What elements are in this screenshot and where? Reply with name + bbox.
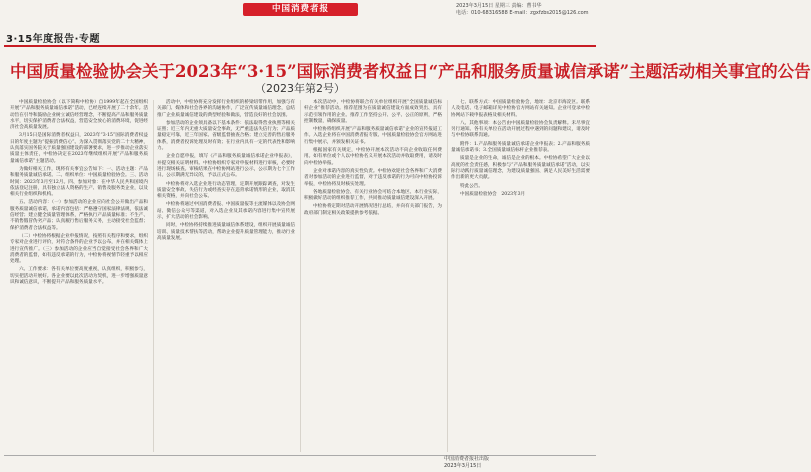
paragraph: 活动中，中检协将充分发挥行业组织的桥梁纽带作用，加强与有关部门、媒体和社会各界的沟通协作，广泛宣传质量诚信理念，总结推广企业质量诚信建设的典型经验和做法，营造良好的社会氛围。 bbox=[157, 100, 295, 118]
footer-date: 2023年3月15日 bbox=[444, 463, 482, 469]
paragraph: 企业对承诺内容的真实性负责。中检协欢迎社会各界和广大消费者对参加活动的企业进行监督，对于违反承诺的行为可向中检协投诉举报，中检协将及时核实处理。 bbox=[304, 168, 442, 187]
article-column bbox=[304, 100, 442, 452]
paragraph: 3月15日是国际消费者权益日，2023年“3·15”国际消费者权益日的年度主题为“提振消费信心”。为深入贯彻落实党的二十大精神，认真落实国务院关于质量强国建设的部署要求，进一步推动企业落实质量主体责任，中检协决定在2023年继续组织开展“产品和服务质量诚信承诺”主题活动。 bbox=[10, 133, 148, 164]
article-column bbox=[157, 100, 295, 452]
paragraph: 中国质量检验协会（以下简称中检协）自1999年起在全国组织开展“产品和服务质量诚信承诺”活动，已经连续开展了二十余年。活动旨在引导和鼓励企业树立诚信经营理念，不断提高产品和服务质量水平，切实保护消费者合法权益，营造安全放心的消费环境，促进经济社会高质量发展。 bbox=[10, 100, 148, 131]
article-subtitle: （2023年第2号） bbox=[255, 82, 345, 95]
paragraph: 参加活动的企业须具备以下基本条件：依法取得营业执照等相关证照；近三年内无重大质量安全事故，无严重违法失信行为；产品质量稳定可靠，近三年国家、省级监督抽查合格；建立完善的售后服务体系，消费者投诉处理及时有效；在行业内具有一定的代表性和影响力。 bbox=[157, 120, 295, 152]
paragraph: 中检协将通过中国消费者报、中国质量报等主流媒体以及协会网站、微信公众号等渠道，对入选企业及其承诺内容进行集中宣传展示，扩大活动的社会影响。 bbox=[157, 202, 295, 221]
section-label: 3·15年度报告·专题 bbox=[6, 34, 100, 45]
page-header bbox=[0, 0, 600, 45]
article-column bbox=[451, 100, 590, 452]
paragraph: 本次活动中，中检协将联合有关单位组织开展“全国质量诚信标杆企业”推荐活动。推荐范围为在质量诚信建设方面成效突出、具有示范引领作用的企业。推荐工作坚持公开、公平、公正的原则，严格控制数量，确保质量。 bbox=[304, 100, 442, 124]
header-rule bbox=[4, 45, 596, 47]
paragraph: 附件：1.产品和服务质量诚信承诺企业申报表；2.产品和服务质量诚信承诺书；3.全国质量诚信标杆企业推荐表。 bbox=[451, 141, 590, 154]
issue-date-line: 2023年3月15日 星期三 责编：曹书华 bbox=[456, 3, 542, 9]
footer-publisher: 中国消费者报社出版 bbox=[444, 456, 490, 462]
contact-line: 电话：010-68316588 E-mail：zgxfzbs2015@126.com bbox=[456, 10, 589, 16]
article-body bbox=[10, 100, 590, 452]
paragraph: 同时，中检协将持续推进质量诚信体系建设，组织开展质量诚信培训、质量技术帮扶等活动，帮助企业提升质量管理能力，推动行业高质量发展。 bbox=[157, 223, 295, 241]
article-column bbox=[10, 100, 148, 452]
paragraph: 根据国家有关规定，中检协开展本次活动不向企业收取任何费用。如有单位或个人以中检协名义开展本次活动并收取费用，请及时向中检协举报。 bbox=[304, 148, 442, 166]
paragraph: 特此公告。 bbox=[460, 183, 483, 189]
paragraph: 五、活动内容：（一）参加活动的企业应向社会公开做出产品和服务质量诚信承诺，承诺内容包括：严格遵守国家法律法规，依法诚信经营；建立健全质量管理体系，严格执行产品质量标准；不生产、不销售假冒伪劣产品；认真履行售后服务义务，主动接受社会监督；保护消费者合法权益等。 bbox=[10, 200, 148, 231]
issue-meta bbox=[456, 3, 596, 17]
paragraph: 各地质量检验协会、有关行业协会可结合本地区、本行业实际，积极做好活动的组织推荐工作，共同推动质量诚信建设深入开展。 bbox=[304, 189, 442, 202]
newspaper-masthead: 中国消费者报 bbox=[243, 3, 358, 16]
column-divider bbox=[300, 100, 301, 452]
article-title: 中国质量检验协会关于2023年“3·15”国际消费者权益日“产品和服务质量诚信承诺”主题活动相关事宜的公告 bbox=[10, 62, 811, 81]
column-divider bbox=[153, 100, 154, 452]
paragraph: 中检协将对入选企业进行动态管理，定期开展跟踪调查，对发生质量安全事故、失信行为或经查实存在违背承诺情形的企业，取消其相关资格，并向社会公布。 bbox=[157, 181, 295, 200]
paragraph: 中国质量检验协会 2023年3月 bbox=[460, 191, 526, 197]
paragraph: 中检协将组织开展“产品和服务质量诚信承诺”企业的宣传报道工作。入选企业将在中国消费者报专版、中国质量检验协会官方网站进行集中展示，并颁发相关证书。 bbox=[304, 127, 442, 145]
paragraph: 六、工作要求：各有关单位要高度重视，认真组织，积极参与，切实把活动开展好。各企业要以此次活动为契机，进一步增强质量意识和诚信意识，不断提升产品和服务质量水平。 bbox=[10, 267, 148, 286]
paragraph: （二）中检协将根据企业申报情况，按照有关程序和要求，组织专家对企业进行评价，对符合条件的企业予以公布，并在相关媒体上进行宣传推广。（三）参加活动的企业应当自觉接受社会各界和广大消费者的监督，如有违反承诺的行为，中检协将视情节轻重予以相应处理。 bbox=[10, 233, 148, 265]
paragraph: 七、联系方式：中国质量检验协会，地址：北京市海淀区。联系人及电话、电子邮箱详见中检协官方网站有关通知。企业可登录中检协网站下载申报表格及相关材料。 bbox=[451, 100, 590, 118]
paragraph: 为做好相关工作，现将有关事宜公告如下：一、活动主题：产品和服务质量诚信承诺。二、组织单位：中国质量检验协会。三、活动时间：2023年3月至12月。四、参加对象：在中华人民共和国境内依法登记注册，具有独立法人资格的生产、销售及服务类企业，以及相关行业组织和机构。 bbox=[10, 166, 148, 198]
column-divider bbox=[447, 100, 448, 452]
paragraph: 中检协将定期对活动开展情况进行总结，并向有关部门报告，为政府部门制定相关政策提供参考依据。 bbox=[304, 204, 442, 216]
page-footer bbox=[444, 456, 594, 470]
paragraph: 质量是企业的生命，诚信是企业的根本。中检协希望广大企业以高度的社会责任感，积极参与“产品和服务质量诚信承诺”活动，以实际行动践行质量诚信理念，为建设质量强国、满足人民美好生活需要作出新的更大贡献。 bbox=[451, 156, 590, 181]
paragraph: 八、其他事项：本公告由中国质量检验协会负责解释。未尽事宜另行通知。各有关单位在活动开展过程中遇到的问题和建议，请及时与中检协联系沟通。 bbox=[451, 120, 590, 139]
paragraph: 企业自愿申报，填写《产品和服务质量诚信承诺企业申报表》，并提交相关证明材料。中检协组织专家对申报材料进行审核，必要时进行现场核查。审核结果在中检协网站进行公示，公示期为七个工作日。公示期满无异议的，予以正式公布。 bbox=[157, 154, 295, 179]
